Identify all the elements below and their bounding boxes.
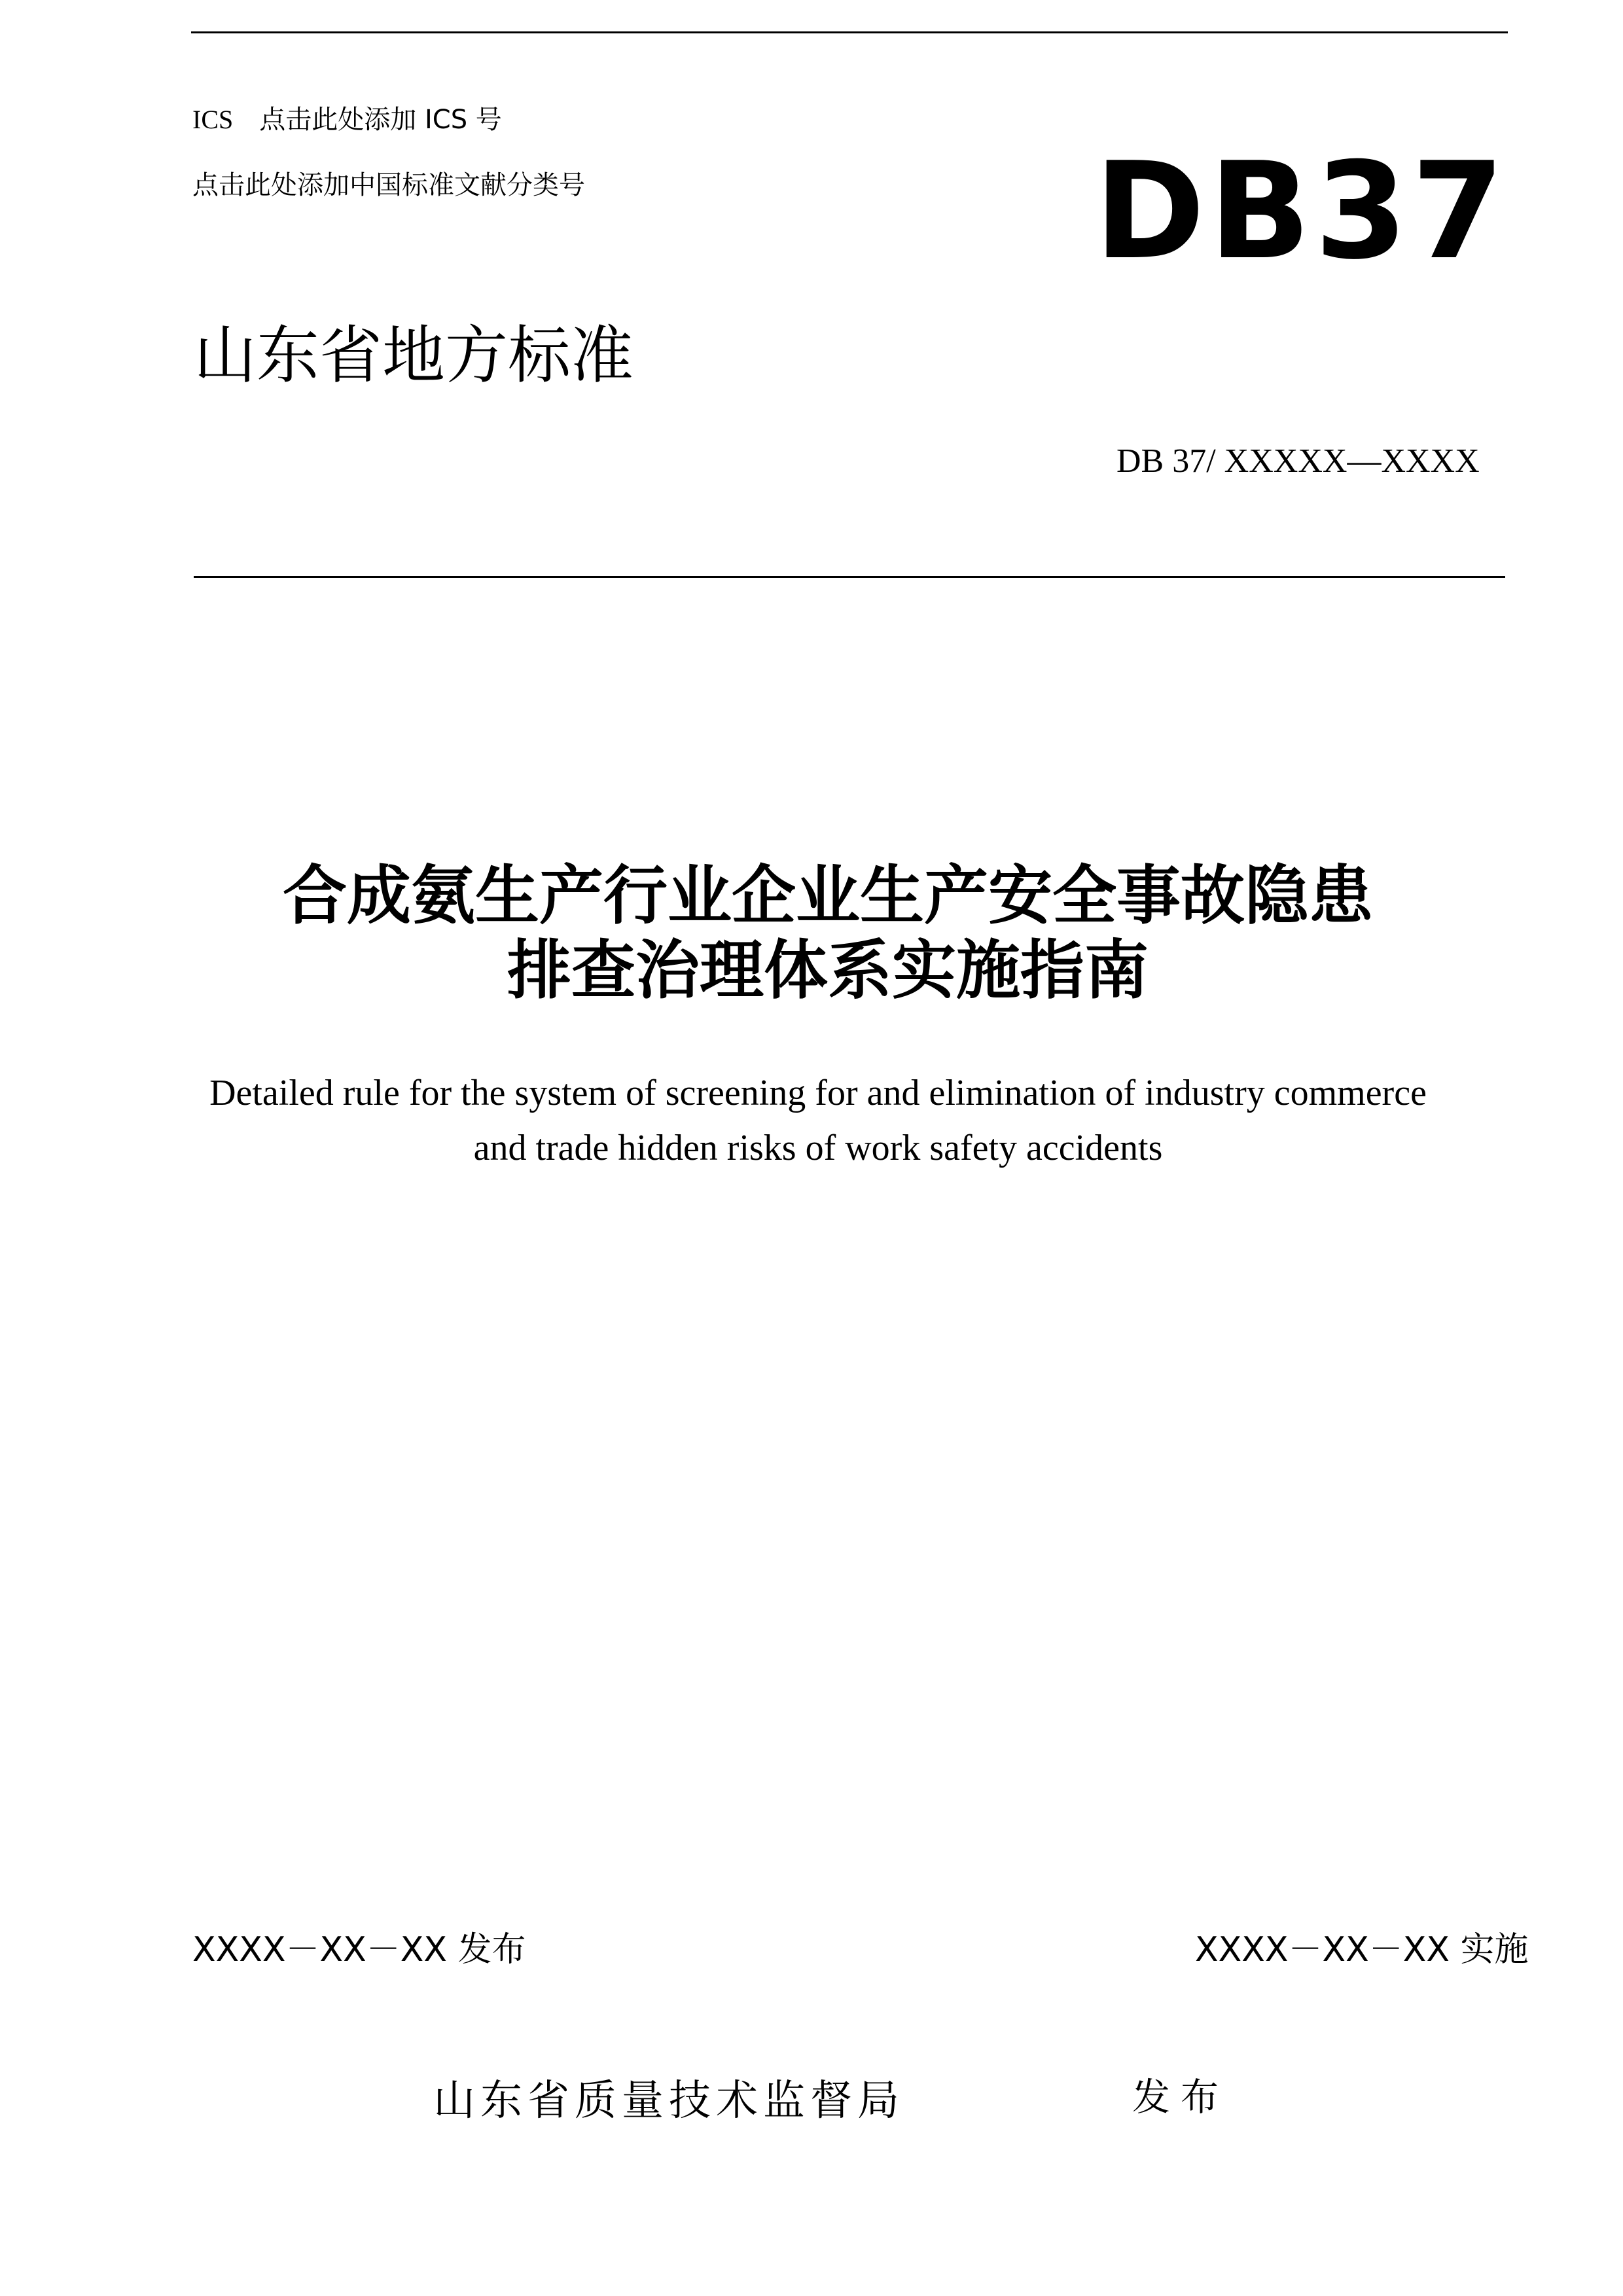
ics-number-placeholder[interactable]: 点击此处添加 ICS 号	[259, 105, 502, 135]
chinese-title-line-2: 排查治理体系实施指南	[507, 933, 1149, 1008]
chinese-title	[0, 859, 1623, 1008]
ccs-classification-placeholder[interactable]: 点击此处添加中国标准文献分类号	[192, 170, 585, 200]
standard-number: DB 37/ XXXXX—XXXX	[1116, 442, 1480, 480]
standard-type-heading: 山东省地方标准	[194, 319, 633, 392]
publish-label: 发布	[1132, 2075, 1230, 2119]
english-title-line-2: and trade hidden risks of work safety accidents	[473, 1128, 1163, 1168]
header-divider-rule	[194, 576, 1505, 578]
english-title	[0, 1066, 1623, 1175]
implementation-date: XXXX－XX－XX 实施	[1195, 1930, 1529, 1969]
issue-date: XXXX－XX－XX 发布	[192, 1930, 526, 1969]
publisher-name: 山东省质量技术监督局	[433, 2077, 904, 2125]
top-rule	[191, 31, 1508, 33]
db37-logo: DB37	[1094, 134, 1508, 289]
english-title-line-1: Detailed rule for the system of screening for and elimination of industry commerce	[209, 1073, 1427, 1113]
chinese-title-line-1: 合成氨生产行业企业生产安全事故隐患	[282, 859, 1373, 933]
ics-line	[192, 101, 502, 138]
ics-label: ICS	[192, 105, 234, 134]
